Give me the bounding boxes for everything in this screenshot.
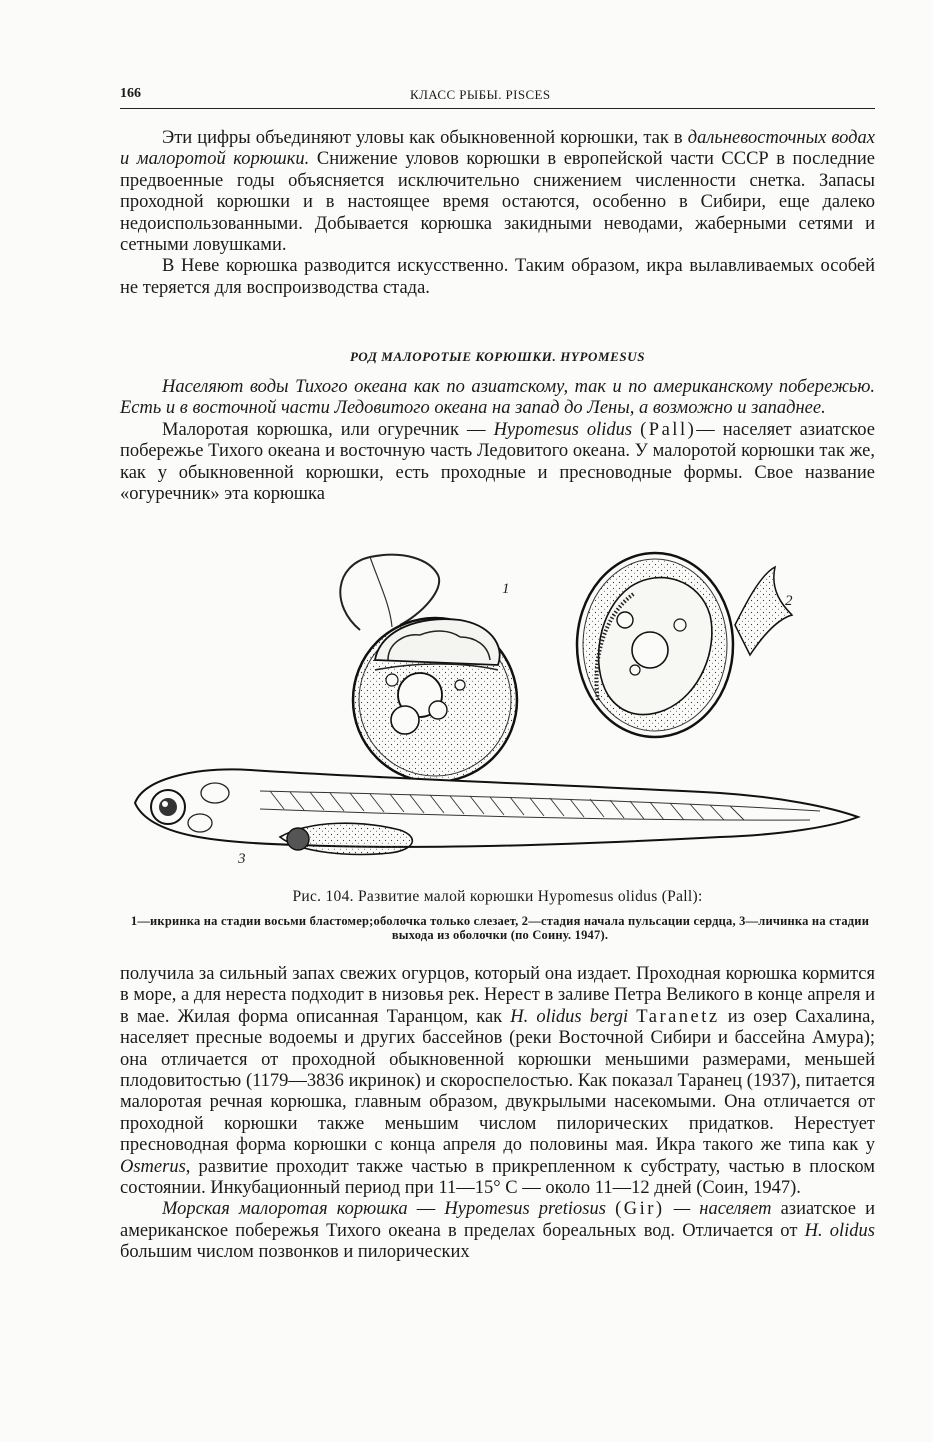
- paragraph: получила за сильный запах свежих огурцов, который она издает. Проходная корюшка кормится в море, а для нереста подходит в низовья рек. Нерест в заливе Петра Великого в конце апреля и в мае. Жилая форма описанная Таранцом, как H. olidus bergi Taranetz из озер Сахалина, населяет пресные водоемы и других бассейнов (реки Восточной Сибири и бассейна Амура); она отличается от проходной обыкновенной корюшки меньшими размерами, меньшей плодовитостью (1179—3836 икринок) и скороспелостью. Как показал Таранец (1937), питается малоротая речная корюшка, главным образом, двукрылыми насекомыми. Она отличается от проходной корюшки также меньшим числом пилорических придатков. Нерестует пресноводная форма корюшки с конца апреля до половины мая. Икра такого же типа как у Osmerus, развитие проходит также частью в прикрепленном к субстрату, частью в плоском состоянии. Инкубационный период при 11—15° С — около 11—12 дней (Соин, 1947).: [120, 964, 875, 1199]
- egg-stage-1: [340, 555, 517, 782]
- species-name: Hypomesus pretiosus: [444, 1199, 606, 1220]
- paragraph: Морская малоротая корюшка — Hypomesus pretiosus (Gir) — населяет азиатское и американское побережья Тихого океана в пределах бореальных вод. Отличается от H. olidus большим числом позвонков и пилорических: [120, 1199, 876, 1263]
- page-number: 166: [120, 86, 141, 101]
- figure-104: [120, 545, 880, 880]
- species-name: Hypomesus olidus: [493, 419, 633, 440]
- figure-caption-title: Рис. 104. Развитие малой корюшки Hypomesus olidus (Pall):: [292, 888, 703, 905]
- figure-caption-body: 1—икринка на стадии восьми бластомер;оболочка только слезает, 2—стадия начала пульсации сердца, 3—личинка на стадии выхода из оболочки (по Соину. 1947).: [130, 914, 870, 942]
- section-heading: РОД МАЛОРОТЫЕ КОРЮШКИ. HYPOMESUS: [349, 349, 646, 364]
- figure-label-1: 1: [502, 581, 510, 597]
- figure-label-3: 3: [238, 851, 246, 867]
- intro-text: [120, 128, 875, 299]
- page-header: [120, 86, 875, 109]
- running-title: КЛАСС РЫБЫ. PISCES: [410, 87, 551, 102]
- paragraph: Малоротая корюшка, или огуречник — Hypomesus olidus (Pall)— населяет азиатское побережье Тихого океана и восточную часть Ледовитого океана. У малоротой корюшки так же, как у обыкновенной корюшки, есть проходные и пресноводные формы. Свое название «огуречник» эта корюшка: [120, 419, 875, 505]
- paragraph: Эти цифры объединяют уловы как обыкновенной корюшки, так в дальневосточных водах и малоротой корюшки. Снижение уловов корюшки в европейской части СССР в последние предвоенные годы объясняется исключительно снижением численности снетка. Запасы проходной корюшки и в настоящее время остаются, особенно в Сибири, еще далеко недоиспользованными. Добывается корюшка закидными неводами, жаберными сетями и сетными ловушками.: [120, 128, 875, 256]
- egg-stage-2: [577, 553, 793, 737]
- section-text: [120, 377, 875, 505]
- embryo-illustration: [120, 545, 880, 880]
- species-name: H. olidus bergi: [510, 1006, 629, 1027]
- continuation-text: [120, 964, 875, 1264]
- species-name: H. olidus: [804, 1220, 875, 1241]
- larva-stage-3: [135, 769, 858, 867]
- figure-label-2: 2: [785, 593, 793, 609]
- paragraph: В Неве корюшка разводится искусственно. Таким образом, икра вылавливаемых особей не теряется для воспроизводства стада.: [120, 256, 875, 298]
- genus-name: Osmerus: [120, 1156, 186, 1177]
- paragraph: Населяют воды Тихого океана как по азиатскому, так и по американскому побережью. Есть и в восточной части Ледовитого океана на запад до Лены, а возможно и западнее.: [120, 377, 875, 419]
